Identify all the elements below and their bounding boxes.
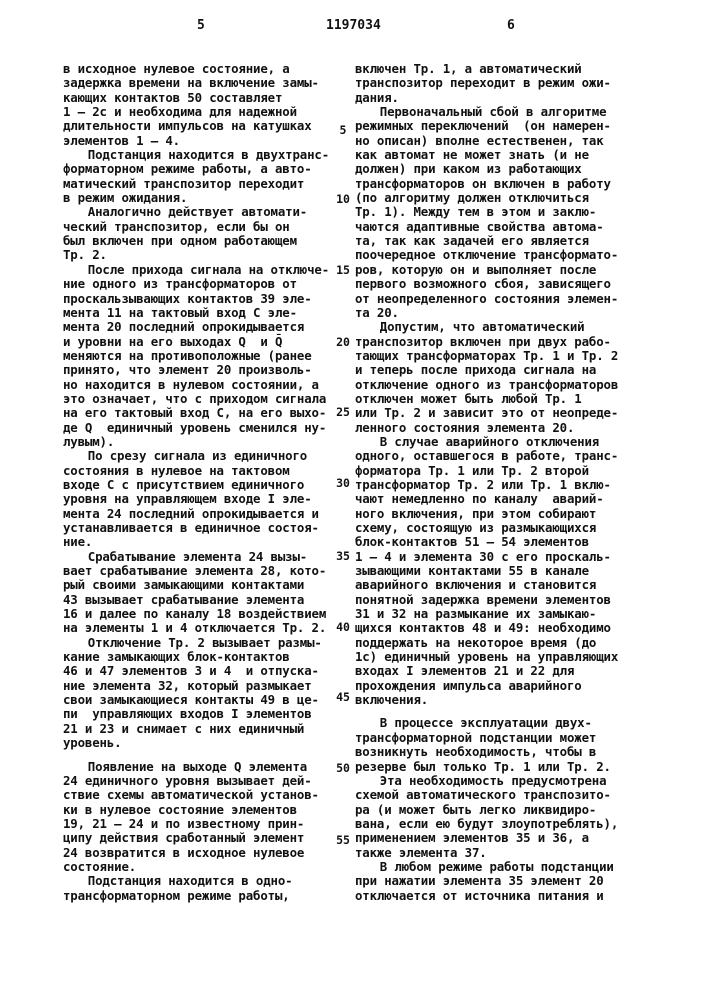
text-line: ние элемента 32, который размыкает [63,679,338,693]
text-line: в исходное нулевое состояние, а [63,62,338,76]
text-line: Аналогично действует автомати- [63,205,338,219]
text-line: трансформаторном режиме работы, [63,889,338,903]
paragraph [63,148,338,205]
line-number: 10 [333,192,353,206]
text-line: это означает, что с приходом сигнала [63,392,338,406]
text-line: транспозитор включен при двух рабо- [355,335,655,349]
text-line: схему, состоящую из размыкающихся [355,521,655,535]
text-line: Первоначальный сбой в алгоритме [355,105,655,119]
text-line: тающих трансформаторах Тр. 1 и Тр. 2 [355,349,655,363]
paragraph [63,874,338,903]
text-line: Подстанция находится в двухтранс- [63,148,338,162]
text-line: отключен может быть любой Тр. 1 [355,392,655,406]
text-line: пи управляющих входов I элементов [63,707,338,721]
text-line: режимных переключений (он намерен- [355,119,655,133]
text-line: После прихода сигнала на отключе- [63,263,338,277]
text-line: проскальзывающих контактов 39 эле- [63,292,338,306]
text-line: 24 единичного уровня вызывает дей- [63,774,338,788]
text-line: ческий транспозитор, если бы он [63,220,338,234]
text-line: та, так как задачей его является [355,234,655,248]
line-number: 50 [333,761,353,775]
text-line: Тр. 2. [63,248,338,262]
paragraph [63,550,338,636]
text-line: мента 11 на тактовый вход С эле- [63,306,338,320]
paragraph [355,860,655,903]
text-line: Срабатывание элемента 24 вызы- [63,550,338,564]
text-line: был включен при одном работающем [63,234,338,248]
line-number: 55 [333,833,353,847]
text-line: в режим ожидания. [63,191,338,205]
text-line: первого возможного сбоя, зависящего [355,277,655,291]
text-line: Эта необходимость предусмотрена [355,774,655,788]
paragraph [355,774,655,860]
text-line: одного, оставшегося в работе, транс- [355,449,655,463]
text-line: дания. [355,91,655,105]
line-number: 15 [333,263,353,277]
text-line: устанавливается в единичное состоя- [63,521,338,535]
paragraph [63,263,338,449]
text-line: поддержать на некоторое время (до [355,636,655,650]
text-line: уровень. [63,736,338,750]
text-line: Отключение Тр. 2 вызывает размы- [63,636,338,650]
text-line: ров, которую он и выполняет после [355,263,655,277]
page-number-right: 6 [507,18,515,33]
text-line: 43 вызывает срабатывание элемента [63,593,338,607]
paragraph [355,716,655,773]
page-number-left: 5 [197,18,205,33]
text-line: вана, если ею будут злоупотреблять), [355,817,655,831]
line-number: 25 [333,405,353,419]
text-line: чают немедленно по каналу аварий- [355,492,655,506]
text-line: понятной задержка времени элементов [355,593,655,607]
text-line: 1с) единичный уровень на управляющих [355,650,655,664]
text-line: состояние. [63,860,338,874]
line-number: 5 [333,123,353,137]
text-line: трансформаторов он включен в работу [355,177,655,191]
patent-number: 1197034 [326,18,381,33]
text-line: та 20. [355,306,655,320]
text-line: форматора Тр. 1 или Тр. 2 второй [355,464,655,478]
text-line: отключается от источника питания и [355,889,655,903]
line-number: 30 [333,476,353,490]
text-line: де Q единичный уровень сменился ну- [63,421,338,435]
text-line: длительности импульсов на катушках [63,119,338,133]
text-line: при нажатии элемента 35 элемент 20 [355,874,655,888]
text-line: 1 – 2с и необходима для надежной [63,105,338,119]
line-number: 20 [333,335,353,349]
text-line: включен Тр. 1, а автоматический [355,62,655,76]
text-line: Тр. 1). Между тем в этом и заклю- [355,205,655,219]
text-line: или Тр. 2 и зависит это от неопреде- [355,406,655,420]
text-line: Появление на выходе Q элемента [63,760,338,774]
text-line: 1 – 4 и элемента 30 с его проскаль- [355,550,655,564]
text-line: меняются на противоположные (ранее [63,349,338,363]
line-number: 40 [333,620,353,634]
text-line: 21 и 23 и снимает с них единичный [63,722,338,736]
paragraph [63,636,338,751]
text-line: возникнуть необходимость, чтобы в [355,745,655,759]
text-line: ленного состояния элемента 20. [355,421,655,435]
text-line: (по алгоритму должен отключиться [355,191,655,205]
line-number: 45 [333,690,353,704]
paragraph [63,449,338,549]
text-line: но описан) вполне естественен, так [355,134,655,148]
text-line: Допустим, что автоматический [355,320,655,334]
text-line: ки в нулевое состояние элементов [63,803,338,817]
text-line: входе С с присутствием единичного [63,478,338,492]
text-line: на элементы 1 и 4 отключается Тр. 2. [63,621,338,635]
text-line: кающих контактов 50 составляет [63,91,338,105]
paragraph [63,205,338,262]
text-line: кание замыкающих блок-контактов [63,650,338,664]
text-line: задержка времени на включение замы- [63,76,338,90]
text-line: ципу действия сработанный элемент [63,831,338,845]
text-line: элементов 1 – 4. [63,134,338,148]
paragraph [63,760,338,875]
paragraph [355,62,655,105]
text-line: чаются адаптивные свойства автома- [355,220,655,234]
text-line: как автомат не может знать (и не [355,148,655,162]
text-line: поочередное отключение трансформато- [355,248,655,262]
text-line: также элемента 37. [355,846,655,860]
text-line: от неопределенного состояния элемен- [355,292,655,306]
text-line: применением элементов 35 и 36, а [355,831,655,845]
text-line: но находится в нулевом состоянии, а [63,378,338,392]
text-line: 19, 21 – 24 и по известному прин- [63,817,338,831]
text-line: мента 24 последний опрокидывается и [63,507,338,521]
text-line: отключение одного из трансформаторов [355,378,655,392]
text-line: и уровни на его выходах Q и Q̄ [63,335,338,349]
paragraph [355,320,655,435]
text-line: вает срабатывание элемента 28, кото- [63,564,338,578]
text-line: состояния в нулевое на тактовом [63,464,338,478]
text-line: В процессе эксплуатации двух- [355,716,655,730]
text-line: ние. [63,535,338,549]
right-text-column [355,62,655,903]
paragraph [63,62,338,148]
text-line: 46 и 47 элементов 3 и 4 и отпуска- [63,664,338,678]
text-line: форматорном режиме работы, а авто- [63,162,338,176]
text-line: 24 возвратится в исходное нулевое [63,846,338,860]
text-line: на его тактовый вход С, на его выхо- [63,406,338,420]
text-line: должен) при каком из работающих [355,162,655,176]
text-line: В любом режиме работы подстанции [355,860,655,874]
text-line: В случае аварийного отключения [355,435,655,449]
text-line: 16 и далее по каналу 18 воздействием [63,607,338,621]
text-line: матический транспозитор переходит [63,177,338,191]
text-line: ного включения, при этом собирают [355,507,655,521]
text-line: резерве был только Тр. 1 или Тр. 2. [355,760,655,774]
text-line: трансформатор Тр. 2 или Тр. 1 вклю- [355,478,655,492]
text-line: включения. [355,693,655,707]
text-line: ствие схемы автоматической установ- [63,788,338,802]
text-line: аварийного включения и становится [355,578,655,592]
text-line: прохождения импульса аварийного [355,679,655,693]
left-text-column [63,62,338,903]
text-line: входах I элементов 21 и 22 для [355,664,655,678]
text-line: Подстанция находится в одно- [63,874,338,888]
paragraph [355,105,655,320]
text-line: рый своими замыкающими контактами [63,578,338,592]
text-line: 31 и 32 на размыкание их замыкаю- [355,607,655,621]
text-line: принято, что элемент 20 произволь- [63,363,338,377]
text-line: ние одного из трансформаторов от [63,277,338,291]
text-line: схемой автоматического транспозито- [355,788,655,802]
line-number: 35 [333,549,353,563]
paragraph [355,435,655,708]
text-line: щихся контактов 48 и 49: необходимо [355,621,655,635]
text-line: ра (и может быть легко ликвидиро- [355,803,655,817]
text-line: мента 20 последний опрокидывается [63,320,338,334]
text-line: трансформаторной подстанции может [355,731,655,745]
text-line: По срезу сигнала из единичного [63,449,338,463]
text-line: транспозитор переходит в режим ожи- [355,76,655,90]
text-line: лувым). [63,435,338,449]
text-line: и теперь после прихода сигнала на [355,363,655,377]
text-line: уровня на управляющем входе I эле- [63,492,338,506]
text-line: блок-контактов 51 – 54 элементов [355,535,655,549]
text-line: зывающими контактами 55 в канале [355,564,655,578]
text-line: свои замыкающиеся контакты 49 в це- [63,693,338,707]
